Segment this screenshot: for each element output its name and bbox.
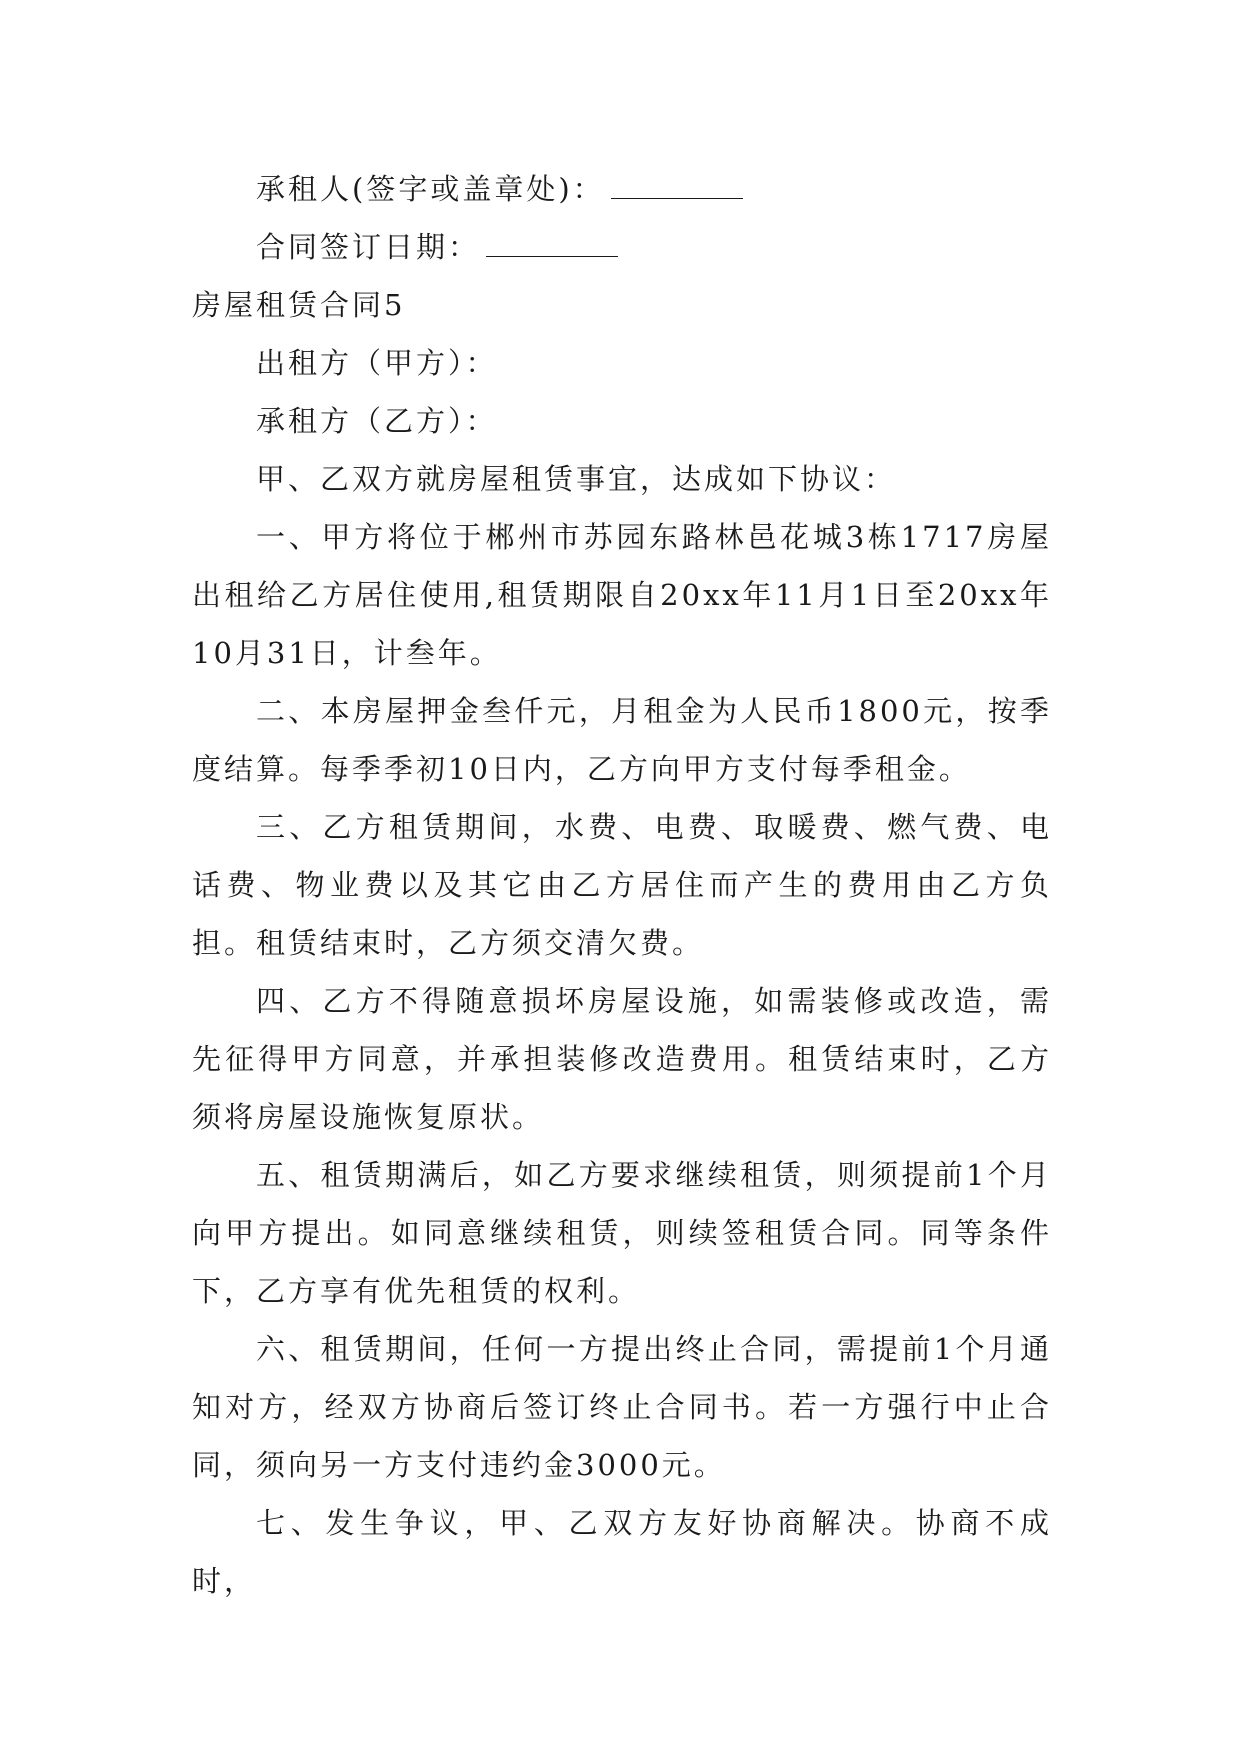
- document-body: [192, 160, 1052, 1610]
- clause-1: 一、甲方将位于郴州市苏园东路林邑花城3栋1717房屋出租给乙方居住使用,租赁期限自20xx年11月1日至20xx年10月31日，计叁年。: [192, 520, 1052, 670]
- signature-blank: [611, 168, 743, 199]
- sign-date-label: 合同签订日期：: [256, 230, 481, 264]
- clause-5: 五、租赁期满后，如乙方要求继续租赁，则须提前1个月向甲方提出。如同意继续租赁，则续签租赁合同。同等条件下，乙方享有优先租赁的权利。: [192, 1158, 1052, 1308]
- clause-6: 六、租赁期间，任何一方提出终止合同，需提前1个月通知对方，经双方协商后签订终止合同书。若一方强行中止合同，须向另一方支付违约金3000元。: [192, 1332, 1052, 1482]
- lessor-line: 出租方（甲方）：: [256, 346, 498, 380]
- contract-title: 房屋租赁合同5: [192, 288, 406, 322]
- clause-3: 三、乙方租赁期间，水费、电费、取暖费、燃气费、电话费、物业费以及其它由乙方居住而产生的费用由乙方负担。租赁结束时，乙方须交清欠费。: [192, 810, 1052, 960]
- clause-7: 七、发生争议，甲、乙双方友好协商解决。协商不成时，: [192, 1506, 1052, 1598]
- sign-date-line: [192, 218, 1052, 276]
- signature-lessee-label: 承租人(签字或盖章处)：: [256, 172, 605, 206]
- date-blank: [486, 226, 618, 257]
- clause-4: 四、乙方不得随意损坏房屋设施，如需装修或改造，需先征得甲方同意，并承担装修改造费用。租赁结束时，乙方须将房屋设施恢复原状。: [192, 984, 1052, 1134]
- intro-line: 甲、乙双方就房屋租赁事宜，达成如下协议：: [256, 462, 897, 496]
- signature-line-lessee: [192, 160, 1052, 218]
- lessee-line: 承租方（乙方）：: [256, 404, 498, 438]
- clause-2: 二、本房屋押金叁仟元，月租金为人民币1800元，按季度结算。每季季初10日内，乙方向甲方支付每季租金。: [192, 694, 1052, 786]
